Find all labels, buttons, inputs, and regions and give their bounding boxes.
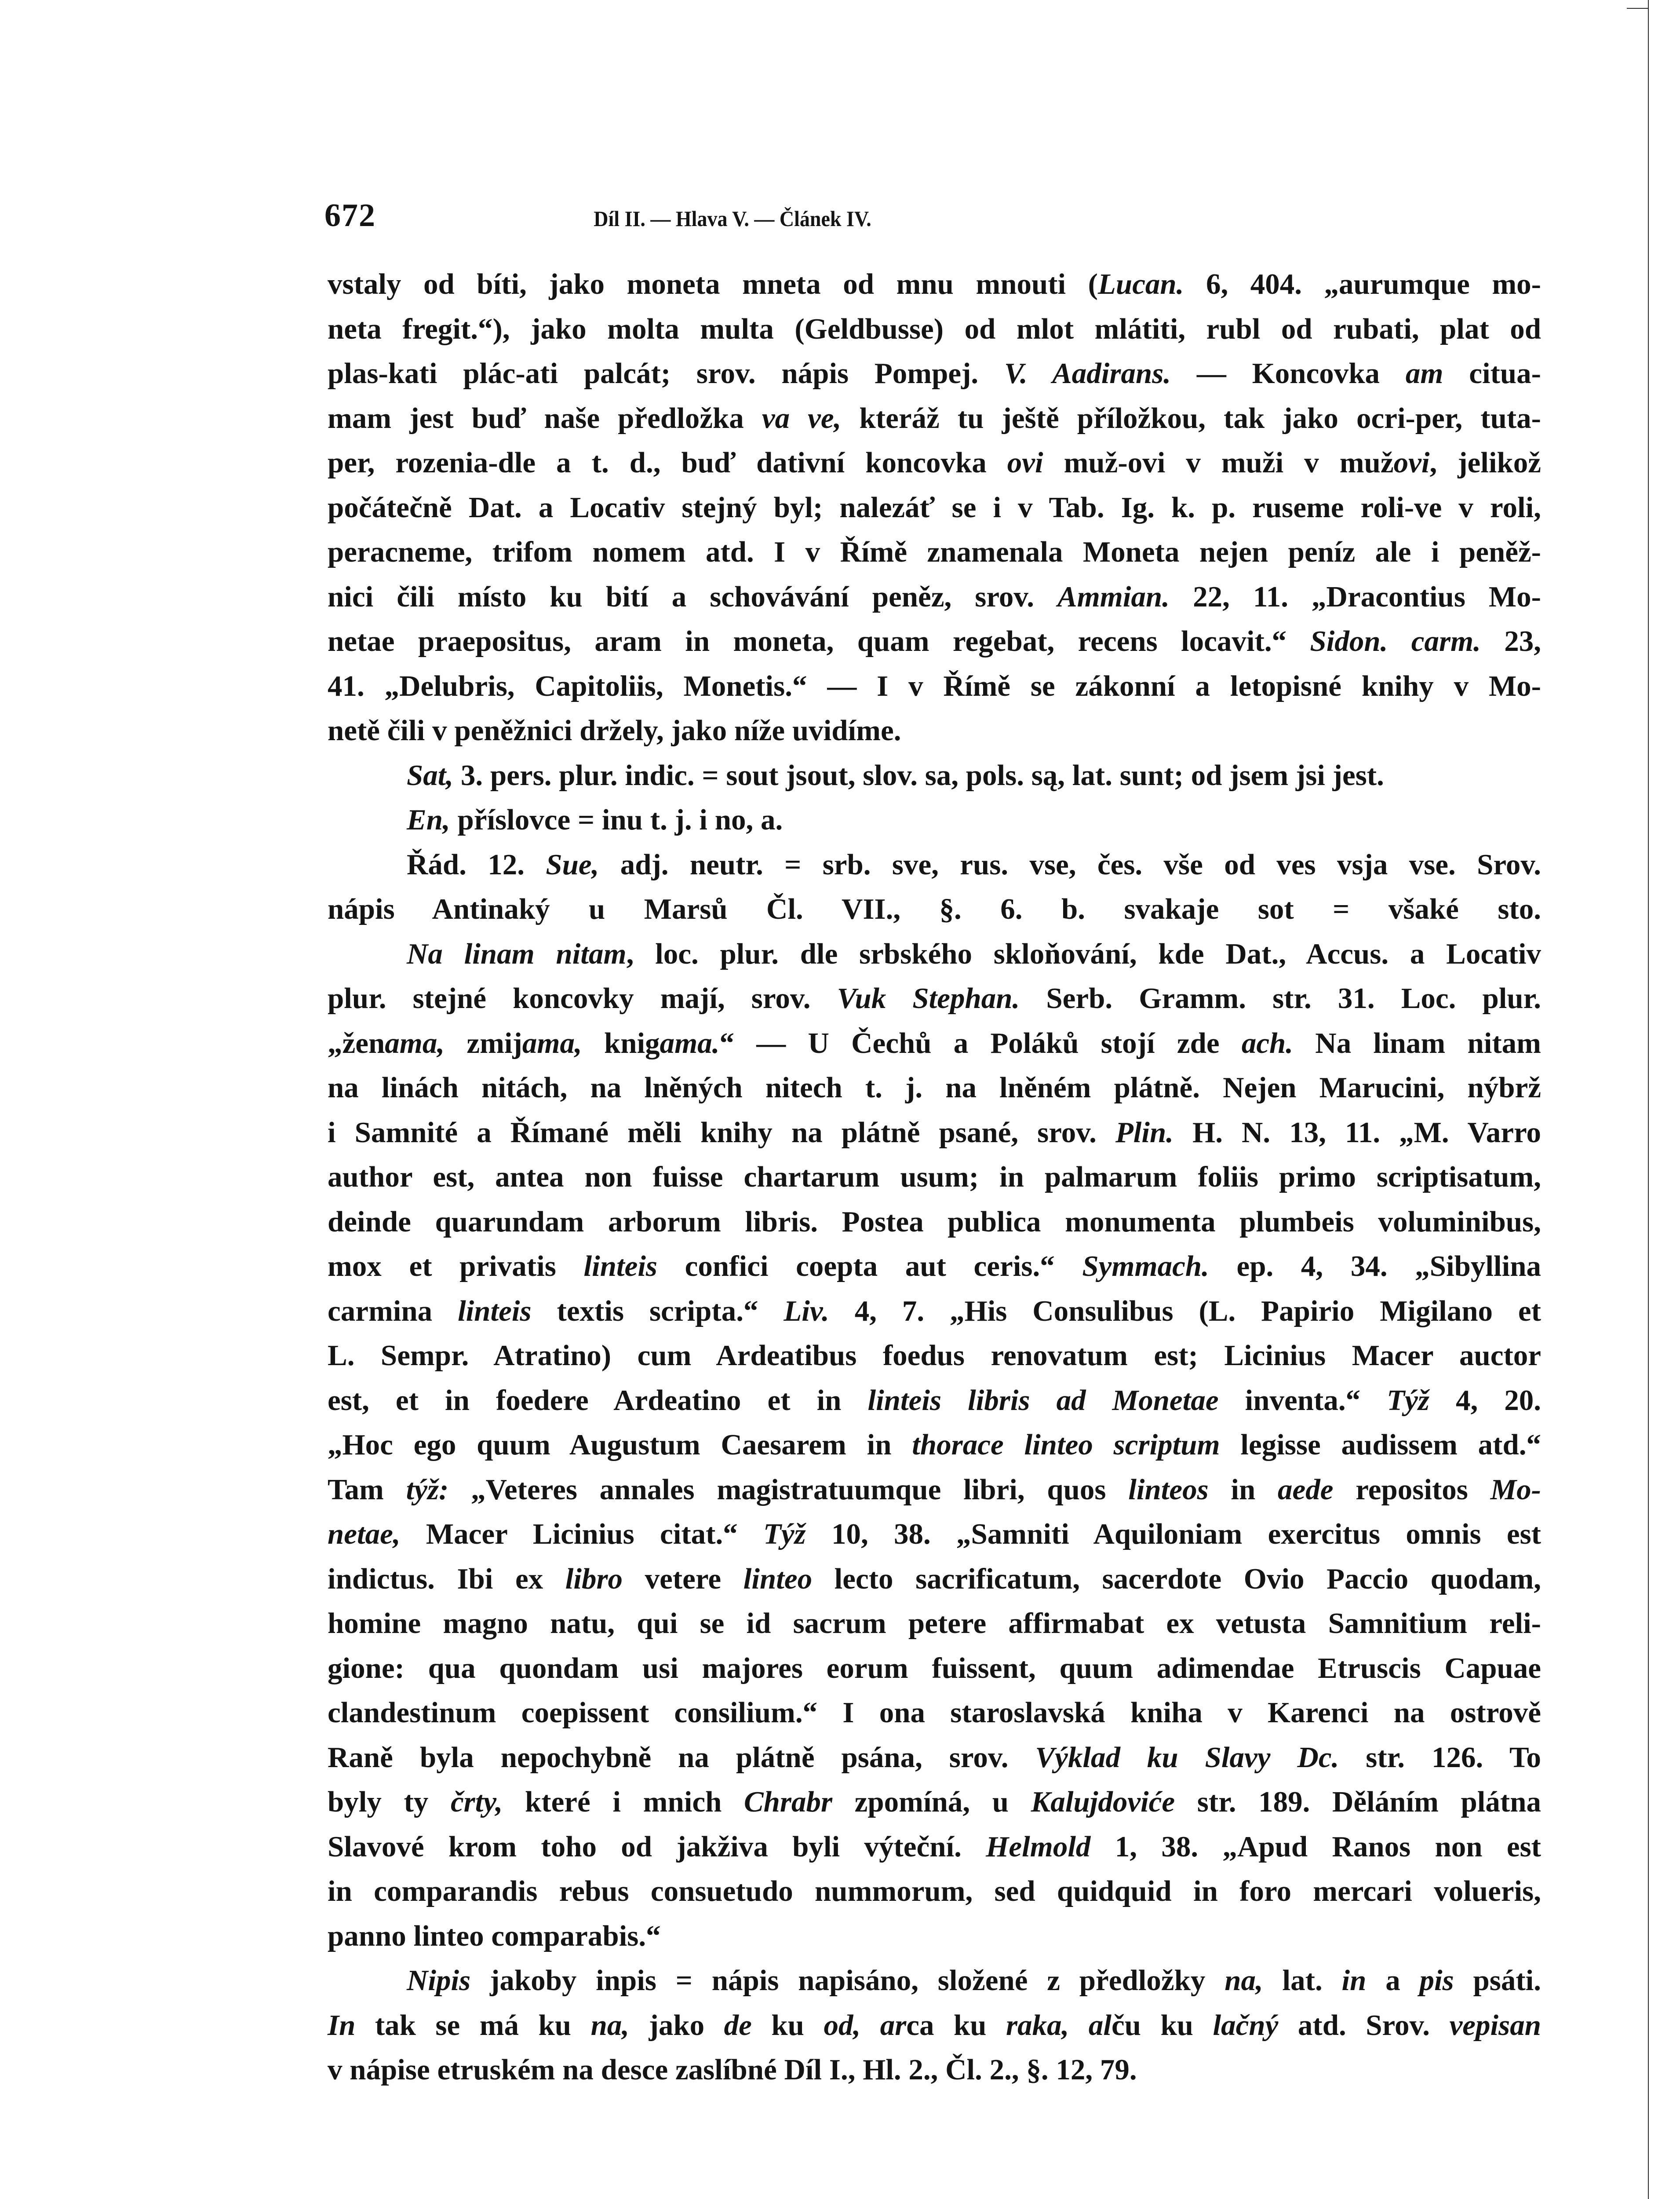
text-line bbox=[328, 1110, 1541, 1155]
text-run: 4, 20. bbox=[1429, 1384, 1542, 1417]
text-run: neta fregit.“), jako molta multa (Geldbusse) od mlot mlátiti, rubl od rubati, plat od bbox=[328, 312, 1541, 345]
text-line bbox=[328, 664, 1541, 709]
text-run: muž-ovi v muži v muž bbox=[1043, 446, 1394, 479]
italic-term: Chrabr bbox=[743, 1786, 833, 1818]
page-edge-rule bbox=[1648, 0, 1649, 2199]
text-run: deinde quarundam arborum libris. Postea publica monumenta plumbeis voluminibus, bbox=[328, 1205, 1541, 1238]
text-run: — Koncovka bbox=[1171, 357, 1406, 390]
text-run: ep. 4, 34. „Sibyllina bbox=[1209, 1250, 1541, 1282]
text-run: byly ty bbox=[328, 1786, 451, 1818]
text-line bbox=[328, 307, 1541, 352]
text-run: ču ku bbox=[1111, 2009, 1213, 2042]
text-run: psáti. bbox=[1454, 1964, 1542, 1997]
running-head: Díl II. — Hlava V. — Článek IV. bbox=[594, 206, 871, 231]
text-run: zpomíná, u bbox=[832, 1786, 1031, 1818]
text-run: 23, bbox=[1480, 625, 1542, 658]
italic-term: Helmold bbox=[986, 1830, 1091, 1863]
text-line bbox=[328, 887, 1541, 932]
text-run: knig bbox=[582, 1026, 660, 1059]
italic-term: Plin. bbox=[1115, 1116, 1174, 1149]
text-run: zmij bbox=[445, 1026, 522, 1059]
text-line bbox=[328, 843, 1541, 888]
italic-term: lačný bbox=[1213, 2009, 1279, 2042]
italic-term: ovi bbox=[1007, 446, 1043, 479]
italic-term: ach. bbox=[1241, 1026, 1294, 1059]
italic-term: Sat, bbox=[407, 759, 454, 792]
text-run: Řád. 12. bbox=[407, 848, 546, 881]
text-run: author est, antea non fuisse chartarum usum; in palmarum foliis primo scriptisatum, bbox=[328, 1161, 1541, 1193]
text-run: “ — U Čechů a Poláků stojí zde bbox=[719, 1026, 1242, 1059]
text-run: str. 126. To bbox=[1339, 1741, 1541, 1774]
text-line bbox=[328, 1378, 1541, 1423]
text-run: , jelikož bbox=[1429, 446, 1541, 479]
text-run: confici coepta aut ceris.“ bbox=[657, 1250, 1082, 1282]
text-line bbox=[328, 2048, 1541, 2093]
text-run: 1, 38. „Apud Ranos non est bbox=[1090, 1830, 1541, 1863]
italic-term: Výklad ku Slavy Dc. bbox=[1035, 1741, 1339, 1774]
text-run: citua- bbox=[1443, 357, 1541, 390]
text-run: „žen bbox=[328, 1026, 385, 1059]
text-line bbox=[328, 1200, 1541, 1245]
italic-term: Sue, bbox=[546, 848, 599, 881]
italic-term: in bbox=[1341, 1964, 1367, 1997]
text-run: Na linam nitam bbox=[1293, 1026, 1541, 1059]
text-run: Serb. Gramm. str. 31. Loc. plur. bbox=[1020, 982, 1541, 1015]
text-line bbox=[328, 1825, 1541, 1870]
text-run: „Hoc ego quum Augustum Caesarem in bbox=[328, 1428, 912, 1461]
text-run: nici čili místo ku bití a schovávání peněz, srov. bbox=[328, 580, 1057, 613]
italic-term: Týž bbox=[1387, 1384, 1429, 1417]
text-run: adj. neutr. = srb. sve, rus. vse, čes. vše od ves vsja vse. Srov. bbox=[599, 848, 1541, 881]
italic-term: Symmach. bbox=[1082, 1250, 1209, 1282]
text-run: 22, 11. „Dracontius Mo- bbox=[1170, 580, 1541, 613]
text-run: Raně byla nepochybně na plátně psána, srov. bbox=[328, 1741, 1035, 1774]
text-line bbox=[328, 262, 1541, 307]
text-run: 4, 7. „His Consulibus (L. Papirio Migilano et bbox=[829, 1294, 1541, 1327]
text-run: plas-kati plác-ati palcát; srov. nápis Pompej. bbox=[328, 357, 1004, 390]
italic-term: ama. bbox=[660, 1026, 720, 1059]
italic-term: Nipis bbox=[407, 1964, 471, 1997]
text-run: vstaly od bíti, jako moneta mneta od mnu mnouti ( bbox=[328, 268, 1098, 300]
text-run: atd. Srov. bbox=[1278, 2009, 1450, 2042]
text-run: Tam bbox=[328, 1473, 406, 1506]
text-run: est, et in foedere Ardeatino et in bbox=[328, 1384, 868, 1417]
italic-term: Na linam nitam bbox=[407, 937, 627, 970]
text-run: str. 189. Děláním plátna bbox=[1175, 1786, 1541, 1818]
text-run: 3. pers. plur. indic. = sout jsout, slov. sa, pols. są, lat. sunt; od jsem jsi jest. bbox=[453, 759, 1384, 792]
text-run: in comparandis rebus consuetudo nummorum, sed quidquid in foro mercari volueris, bbox=[328, 1875, 1541, 1907]
italic-term: črty, bbox=[450, 1786, 503, 1818]
italic-term: od, bbox=[824, 2009, 861, 2042]
italic-term: va ve, bbox=[762, 402, 842, 435]
text-line bbox=[328, 575, 1541, 620]
italic-term: netae, bbox=[328, 1518, 401, 1550]
text-run: Macer Licinius citat.“ bbox=[400, 1518, 763, 1550]
text-run: homine magno natu, qui se id sacrum petere affirmabat ex vetusta Samnitium reli- bbox=[328, 1607, 1541, 1640]
text-run: lecto sacrificatum, sacerdote Ovio Paccio quodam, bbox=[812, 1562, 1541, 1595]
text-run: 10, 38. „Samniti Aquiloniam exercitus omnis est bbox=[805, 1518, 1541, 1550]
body-text bbox=[328, 262, 1541, 2093]
text-run: inventa.“ bbox=[1218, 1384, 1387, 1417]
text-line bbox=[328, 351, 1541, 396]
text-run: mox et privatis bbox=[328, 1250, 584, 1282]
text-run bbox=[1069, 2009, 1089, 2042]
text-line bbox=[328, 619, 1541, 664]
italic-term: Ammian. bbox=[1057, 580, 1170, 613]
text-line bbox=[328, 709, 1541, 753]
text-run: carmina bbox=[328, 1294, 458, 1327]
text-line bbox=[328, 1735, 1541, 1780]
text-run: jakoby inpis = nápis napisáno, složené z předložky bbox=[470, 1964, 1225, 1997]
text-line bbox=[328, 1468, 1541, 1512]
text-run: na linách nitách, na lněných nitech t. j. na lněném plátně. Nejen Marucini, nýbrž bbox=[328, 1071, 1541, 1104]
italic-term: linteis libris ad Monetae bbox=[867, 1384, 1219, 1417]
text-line bbox=[328, 1646, 1541, 1691]
text-line bbox=[328, 932, 1541, 977]
text-run: clandestinum coepissent consilium.“ I ona staroslavská kniha v Karenci na ostrově bbox=[328, 1696, 1541, 1729]
text-run: ku bbox=[751, 2009, 824, 2042]
italic-term: ama, bbox=[385, 1026, 445, 1059]
text-line bbox=[328, 441, 1541, 486]
italic-term: linteos bbox=[1128, 1473, 1209, 1506]
text-run: Slavové krom toho od jakživa byli výteční. bbox=[328, 1830, 986, 1863]
italic-term: Mo- bbox=[1490, 1473, 1541, 1506]
italic-term: linteis bbox=[583, 1250, 658, 1282]
text-line bbox=[328, 530, 1541, 575]
italic-term: na, bbox=[1224, 1964, 1263, 1997]
italic-term: de bbox=[724, 2009, 752, 2042]
italic-term: V. Aadirans. bbox=[1004, 357, 1171, 390]
text-run: in bbox=[1208, 1473, 1278, 1506]
text-line bbox=[328, 976, 1541, 1021]
text-line bbox=[328, 1289, 1541, 1334]
italic-term: Vuk Stephan. bbox=[837, 982, 1020, 1015]
text-line bbox=[328, 1021, 1541, 1066]
text-line bbox=[328, 1155, 1541, 1200]
text-line bbox=[328, 1557, 1541, 1602]
text-run: repositos bbox=[1333, 1473, 1490, 1506]
text-line bbox=[328, 1958, 1541, 2003]
text-run: i Samnité a Římané měli knihy na plátně psané, srov. bbox=[328, 1116, 1115, 1149]
text-run: vetere bbox=[623, 1562, 743, 1595]
italic-term: týž: bbox=[406, 1473, 449, 1506]
text-run: 41. „Delubris, Capitoliis, Monetis.“ — I v Římě se zákonní a letopisné knihy v Mo- bbox=[328, 669, 1541, 702]
text-line bbox=[328, 1780, 1541, 1825]
italic-term: Liv. bbox=[784, 1294, 829, 1327]
text-run: L. Sempr. Atratino) cum Ardeatibus foedus renovatum est; Licinius Macer auctor bbox=[328, 1339, 1541, 1372]
text-run: mam jest buď naše předložka bbox=[328, 402, 762, 435]
italic-term: libro bbox=[565, 1562, 623, 1595]
italic-term: am bbox=[1405, 357, 1443, 390]
text-line bbox=[328, 1066, 1541, 1110]
text-line bbox=[328, 1869, 1541, 1914]
text-run: panno linteo comparabis.“ bbox=[328, 1919, 661, 1952]
text-line bbox=[328, 1333, 1541, 1378]
page-number: 672 bbox=[324, 197, 376, 234]
page-header bbox=[324, 197, 1138, 232]
italic-term: Lucan. bbox=[1098, 268, 1184, 300]
text-line bbox=[328, 798, 1541, 843]
text-run: H. N. 13, 11. „M. Varro bbox=[1173, 1116, 1541, 1149]
text-run: indictus. Ibi ex bbox=[328, 1562, 565, 1595]
text-run: , loc. plur. dle srbského skloňování, kde Dat., Accus. a Locativ bbox=[626, 937, 1541, 970]
italic-term: al bbox=[1088, 2009, 1111, 2042]
italic-term: En, bbox=[407, 804, 450, 836]
text-line bbox=[328, 1423, 1541, 1468]
text-line bbox=[328, 1512, 1541, 1557]
text-run: gione: qua quondam usi majores eorum fuissent, quum adimendae Etruscis Capuae bbox=[328, 1651, 1541, 1684]
text-line bbox=[328, 486, 1541, 530]
text-run: per, rozenia-dle a t. d., buď dativní koncovka bbox=[328, 446, 1007, 479]
italic-term: ama, bbox=[522, 1026, 582, 1059]
italic-term: raka, bbox=[1006, 2009, 1069, 2042]
italic-term: ar bbox=[880, 2009, 907, 2042]
italic-term: aede bbox=[1278, 1473, 1334, 1506]
text-run: kteráž tu ještě příložkou, tak jako ocri-per, tuta- bbox=[841, 402, 1541, 435]
text-run: počátečně Dat. a Locativ stejný byl; nalezáť se i v Tab. Ig. k. p. ruseme roli-ve v roli, bbox=[328, 491, 1541, 524]
italic-term: linteis bbox=[458, 1294, 532, 1327]
italic-term: Sidon. carm. bbox=[1310, 625, 1481, 658]
italic-term: linteo bbox=[743, 1562, 813, 1595]
text-line bbox=[328, 753, 1541, 798]
text-line bbox=[328, 2003, 1541, 2048]
text-run: peracneme, trifom nomem atd. I v Římě znamenala Moneta nejen peníz ale i peněž- bbox=[328, 536, 1541, 568]
text-run: které i mnich bbox=[503, 1786, 744, 1818]
italic-term: thorace linteo scriptum bbox=[912, 1428, 1220, 1461]
text-run: jako bbox=[629, 2009, 724, 2042]
text-run: 6, 404. „aurumque mo- bbox=[1184, 268, 1541, 300]
text-run: legisse audissem atd.“ bbox=[1220, 1428, 1542, 1461]
italic-term: Kalujdoviće bbox=[1031, 1786, 1175, 1818]
italic-term: ovi bbox=[1393, 446, 1430, 479]
text-line bbox=[328, 1914, 1541, 1959]
italic-term: pis bbox=[1419, 1964, 1454, 1997]
text-run: netě čili v peněžnici držely, jako níže uvidíme. bbox=[328, 714, 901, 747]
text-line bbox=[328, 396, 1541, 441]
text-run: lat. bbox=[1263, 1964, 1342, 1997]
text-run: textis scripta.“ bbox=[531, 1294, 784, 1327]
italic-term: vepisan bbox=[1449, 2009, 1541, 2042]
text-run: nápis Antinaký u Marsů Čl. VII., §. 6. b. svakaje sot = všaké sto. bbox=[328, 893, 1541, 925]
italic-term: na, bbox=[590, 2009, 630, 2042]
text-line bbox=[328, 1691, 1541, 1735]
text-run: v nápise etruském na desce zaslíbné Díl I., Hl. 2., Čl. 2., §. 12, 79. bbox=[328, 2053, 1137, 2086]
text-run: tak se má ku bbox=[355, 2009, 591, 2042]
text-run bbox=[860, 2009, 880, 2042]
text-run: ca ku bbox=[906, 2009, 1006, 2042]
text-run: plur. stejné koncovky mají, srov. bbox=[328, 982, 837, 1015]
text-line bbox=[328, 1601, 1541, 1646]
italic-term: In bbox=[328, 2009, 356, 2042]
page-edge-rule-top bbox=[1627, 8, 1648, 9]
text-line bbox=[328, 1244, 1541, 1289]
text-run: netae praepositus, aram in moneta, quam regebat, recens locavit.“ bbox=[328, 625, 1310, 658]
text-run: „Veteres annales magistratuumque libri, quos bbox=[448, 1473, 1129, 1506]
text-run: a bbox=[1366, 1964, 1420, 1997]
text-run: příslovce = inu t. j. i no, a. bbox=[450, 804, 783, 836]
italic-term: Týž bbox=[763, 1518, 806, 1550]
